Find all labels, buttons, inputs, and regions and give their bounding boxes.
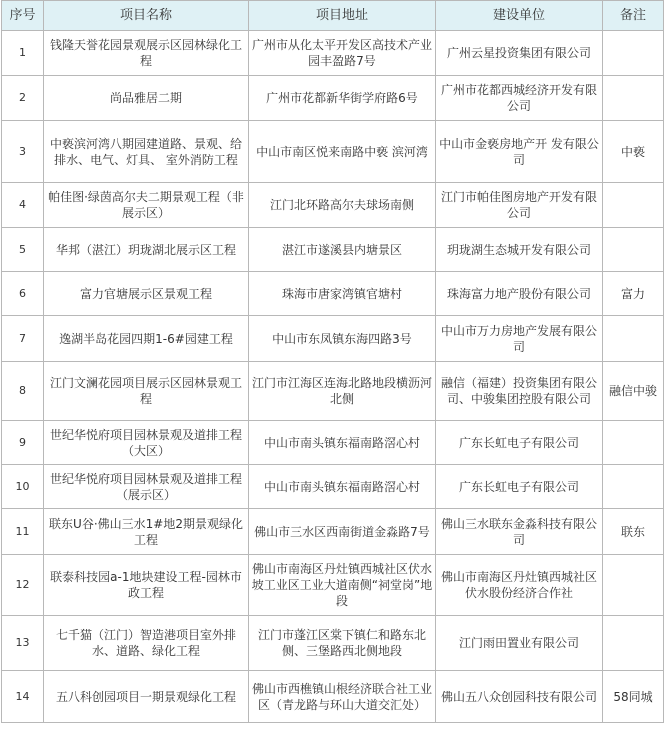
cell-project-name: 五八科创园项目一期景观绿化工程 [44,671,249,723]
cell-construction-unit: 佛山五八众创园科技有限公司 [436,671,603,723]
header-no: 序号 [2,1,44,31]
table-row [2,465,664,509]
table-row [2,509,664,555]
cell-construction-unit: 广东长虹电子有限公司 [436,465,603,509]
cell-no: 5 [2,228,44,272]
table-row [2,316,664,362]
cell-note [603,465,664,509]
cell-project-name: 中亵滨河湾八期园建道路、景观、给排水、电气、灯具、 室外消防工程 [44,121,249,183]
cell-project-address: 广州市从化太平开发区高技术产业园丰盈路7号 [249,31,436,76]
cell-project-name: 七千猫（江门）智造港项目室外排水、道路、绿化工程 [44,616,249,671]
cell-project-name: 富力官塘展示区景观工程 [44,272,249,316]
cell-note: 58同城 [603,671,664,723]
cell-note [603,555,664,616]
cell-construction-unit: 江门雨田置业有限公司 [436,616,603,671]
cell-project-name: 世纪华悦府项目园林景观及道排工程（展示区） [44,465,249,509]
cell-construction-unit: 玥珑湖生态城开发有限公司 [436,228,603,272]
cell-construction-unit: 珠海富力地产股份有限公司 [436,272,603,316]
cell-construction-unit: 广东长虹电子有限公司 [436,421,603,465]
table-row [2,272,664,316]
cell-note [603,421,664,465]
cell-no: 2 [2,76,44,121]
cell-project-name: 江门文澜花园项目展示区园林景观工程 [44,362,249,421]
cell-project-name: 世纪华悦府项目园林景观及道排工程（大区） [44,421,249,465]
cell-no: 11 [2,509,44,555]
cell-project-name: 帕佳图·绿茵高尔夫二期景观工程（非展示区） [44,183,249,228]
cell-note: 联东 [603,509,664,555]
cell-note: 富力 [603,272,664,316]
projects-table [1,0,664,723]
table-row [2,183,664,228]
cell-note: 融信中骏 [603,362,664,421]
cell-project-address: 珠海市唐家湾镇官塘村 [249,272,436,316]
table-row [2,121,664,183]
cell-construction-unit: 广州市花都西城经济开发有限公司 [436,76,603,121]
header-project-address: 项目地址 [249,1,436,31]
cell-construction-unit: 融信（福建）投资集团有限公司、中骏集团控股有限公司 [436,362,603,421]
cell-project-address: 江门市江海区连海北路地段横沥河北侧 [249,362,436,421]
cell-project-name: 联泰科技园a-1地块建设工程-园林市政工程 [44,555,249,616]
cell-project-address: 中山市南头镇东福南路滘心村 [249,465,436,509]
cell-project-name: 逸湖半岛花园四期1-6#园建工程 [44,316,249,362]
table-row [2,616,664,671]
cell-construction-unit: 中山市金亵房地产开 发有限公司 [436,121,603,183]
table-row [2,421,664,465]
cell-project-address: 广州市花都新华街学府路6号 [249,76,436,121]
header-project-name: 项目名称 [44,1,249,31]
cell-construction-unit: 佛山市南海区丹灶镇西城社区伏水股份经济合作社 [436,555,603,616]
cell-construction-unit: 中山市万力房地产发展有限公司 [436,316,603,362]
cell-note [603,31,664,76]
cell-no: 3 [2,121,44,183]
table-header-row [2,1,664,31]
cell-project-address: 湛江市遂溪县内塘景区 [249,228,436,272]
cell-construction-unit: 佛山三水联东金淼科技有限公司 [436,509,603,555]
cell-project-address: 江门北环路高尔夫球场南侧 [249,183,436,228]
table-row [2,76,664,121]
cell-project-address: 中山市南区悦来南路中亵 滨河湾 [249,121,436,183]
cell-construction-unit: 广州云星投资集团有限公司 [436,31,603,76]
cell-note [603,616,664,671]
cell-project-address: 佛山市三水区西南街道金淼路7号 [249,509,436,555]
cell-note [603,228,664,272]
cell-project-address: 中山市南头镇东福南路滘心村 [249,421,436,465]
cell-construction-unit: 江门市帕佳图房地产开发有限公司 [436,183,603,228]
cell-note [603,76,664,121]
cell-note [603,316,664,362]
cell-note [603,183,664,228]
cell-no: 7 [2,316,44,362]
header-construction-unit: 建设单位 [436,1,603,31]
cell-no: 14 [2,671,44,723]
table-row [2,31,664,76]
cell-note: 中亵 [603,121,664,183]
cell-project-address: 江门市蓬江区棠下镇仁和路东北侧、三堡路西北侧地段 [249,616,436,671]
cell-project-name: 钱隆天誉花园景观展示区园林绿化工程 [44,31,249,76]
cell-no: 6 [2,272,44,316]
table-row [2,228,664,272]
cell-no: 8 [2,362,44,421]
cell-no: 10 [2,465,44,509]
cell-no: 13 [2,616,44,671]
header-note: 备注 [603,1,664,31]
table-row [2,362,664,421]
cell-project-address: 佛山市西樵镇山根经济联合社工业区（青龙路与环山大道交汇处） [249,671,436,723]
cell-no: 1 [2,31,44,76]
table-row [2,671,664,723]
cell-project-address: 佛山市南海区丹灶镇西城社区伏水坡工业区工业大道南侧“祠堂岗”地段 [249,555,436,616]
table-row [2,555,664,616]
cell-project-address: 中山市东凤镇东海四路3号 [249,316,436,362]
cell-no: 9 [2,421,44,465]
cell-project-name: 联东U谷·佛山三水1#地2期景观绿化工程 [44,509,249,555]
cell-project-name: 尚品雅居二期 [44,76,249,121]
cell-no: 4 [2,183,44,228]
cell-no: 12 [2,555,44,616]
cell-project-name: 华邦（湛江）玥珑湖北展示区工程 [44,228,249,272]
